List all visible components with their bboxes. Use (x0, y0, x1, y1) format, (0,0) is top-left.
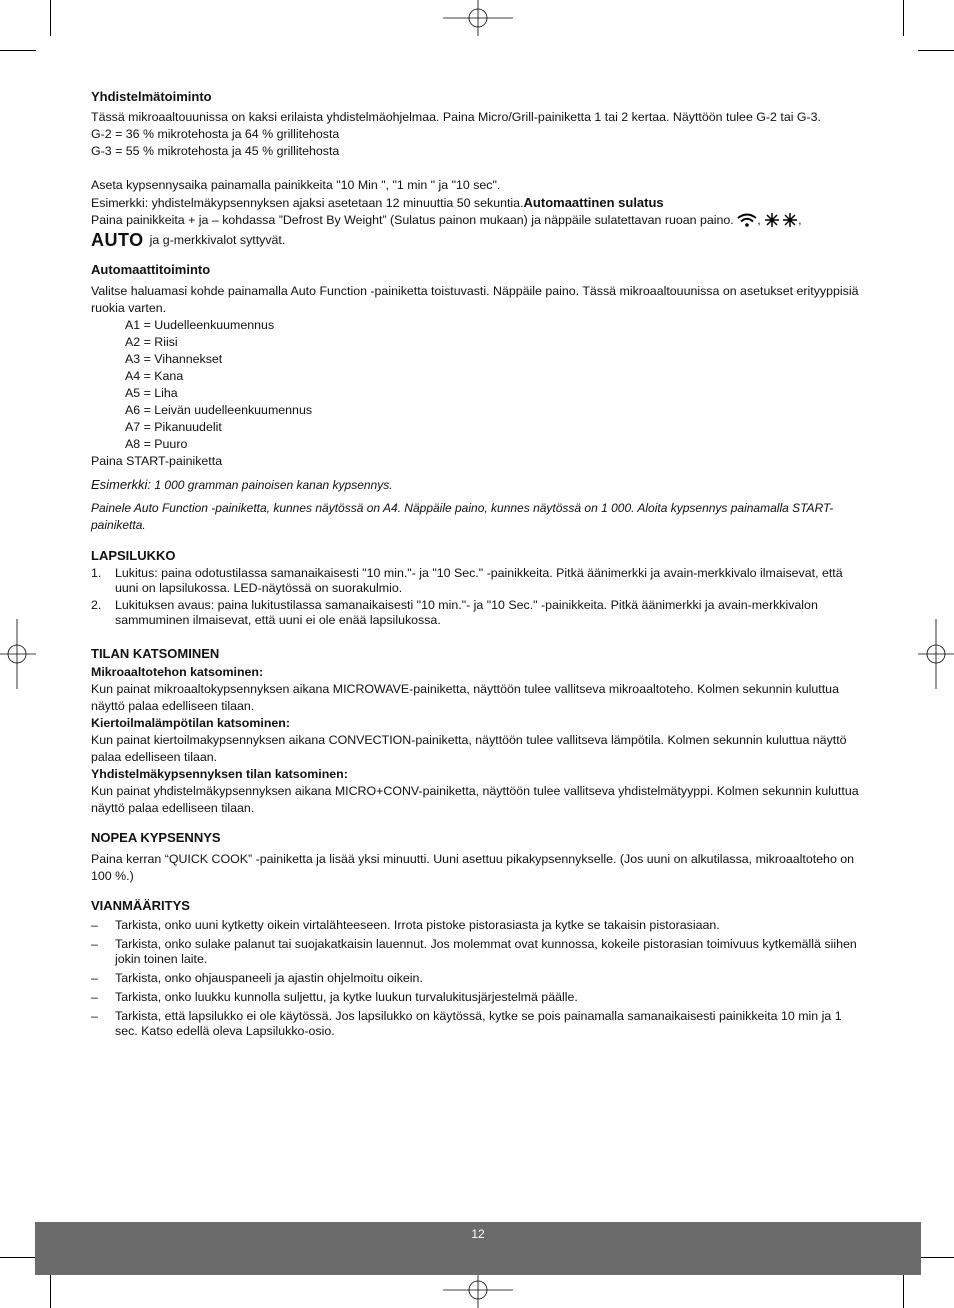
auto-section (91, 261, 866, 534)
auto-program-list (91, 317, 866, 453)
crop-mark (0, 1257, 36, 1258)
trouble-heading: VIANMÄÄRITYS (91, 898, 190, 913)
wave-icon (737, 213, 757, 232)
list-item: A2 = Riisi (125, 335, 178, 349)
list-item: A5 = Liha (125, 386, 178, 400)
list-item: A7 = Pikanuudelit (125, 420, 222, 434)
list-item: – Tarkista, onko uuni kytketty oikein virtalähteeseen. Irrota pistoke pistorasiasta ja kytke se takaisin pistorasiaan. (91, 918, 720, 932)
defrost-text-2: AUTO ja g-merkkivalot syttyvät. (91, 230, 286, 250)
combo-example: Esimerkki: yhdistelmäkypsennyksen ajaksi asetetaan 12 minuuttia 50 sekuntia.Automaattinen sulatus (91, 195, 664, 210)
page-content (91, 88, 866, 1039)
page-number: 12 (471, 1227, 485, 1241)
defrost-text: Paina painikkeita + ja – kohdassa ”Defrost By Weight” (Sulatus painon mukaan) ja näppäile sulatettavan ruoan paino. , , (91, 212, 866, 232)
registration-mark-top (443, 0, 513, 36)
auto-start: Paina START-painiketta (91, 454, 223, 468)
defrost-heading: Automaattinen sulatus (523, 195, 664, 210)
combo-heading: Yhdistelmätoiminto (91, 89, 212, 104)
crop-mark (918, 1257, 954, 1258)
registration-mark-bottom (443, 1273, 513, 1308)
quick-heading: NOPEA KYPSENNYS (91, 830, 221, 845)
trouble-list (91, 918, 866, 1039)
combo-section (91, 88, 866, 249)
status-text: Kun painat kiertoilmakypsennyksen aikana CONVECTION-painiketta, näyttöön tulee vallitseva lämpötila. Kolmen sekunnin kuluttua näyttö palaa edelliseen tilaan. (91, 733, 847, 764)
combo-line: G-2 = 36 % mikrotehosta ja 64 % grillitehosta (91, 127, 340, 141)
lock-heading: LAPSILUKKO (91, 548, 176, 563)
auto-heading: Automaattitoiminto (91, 262, 211, 277)
crop-mark (50, 1272, 51, 1308)
list-item: – Tarkista, onko luukku kunnolla suljettu, ja kytke luukun turvalukitusjärjestelmä päälle. (91, 990, 578, 1004)
trouble-section (91, 897, 866, 1039)
crop-mark (918, 50, 954, 51)
quick-section (91, 829, 866, 885)
list-item: – Tarkista, onko sulake palanut tai suojakatkaisin lauennut. Jos molemmat ovat kunnossa, kokeile pistorasian toimivuus kytkemällä siihen jokin toinen laite. (91, 937, 857, 966)
auto-example-steps: Painele Auto Function -painiketta, kunnes näytössä on A4. Näppäile paino, kunnes näytössä on 1 000. Aloita kypsennys painamalla START-painiketta. (91, 501, 834, 532)
auto-intro: Valitse haluamasi kohde painamalla Auto Function -painiketta toistuvasti. Näppäile paino. Tässä mikroaaltouunissa on asetukset erityyppisiä ruokia varten. (91, 284, 859, 315)
combo-line: Tässä mikroaaltouunissa on kaksi erilaista yhdistelmäohjelmaa. Paina Micro/Grill-painiketta 1 tai 2 kertaa. Näyttöön tulee G-2 tai G-3. (91, 110, 822, 124)
crop-mark (0, 50, 36, 51)
list-item: – Tarkista, onko ohjauspaneeli ja ajastin ohjelmoitu oikein. (91, 971, 423, 985)
status-text: Kun painat yhdistelmäkypsennyksen aikana MICRO+CONV-painiketta, näyttöön tulee vallitseva yhdistelmätyyppi. Kolmen sekunnin kuluttua näyttö palaa edelliseen tilaan. (91, 784, 859, 815)
lock-list (91, 566, 866, 628)
status-section (91, 645, 866, 817)
crop-mark (903, 1272, 904, 1308)
snowflake-icon (764, 213, 798, 232)
list-item: A3 = Vihannekset (125, 352, 223, 366)
list-item: A4 = Kana (125, 369, 184, 383)
page-footer (35, 1222, 921, 1275)
list-item: – Tarkista, että lapsilukko ei ole käytössä. Jos lapsilukko on käytössä, kytke se pois painamalla samanaikaisesti painikkeita 10 min ja 1 sec. Katso edellä oleva Lapsilukko-osio. (91, 1009, 842, 1038)
auto-logo: AUTO (91, 230, 144, 250)
status-subheading: Yhdistelmäkypsennyksen tilan katsominen: (91, 767, 348, 781)
list-item: A6 = Leivän uudelleenkuumennus (125, 403, 313, 417)
registration-mark-right (918, 619, 954, 689)
combo-line: G-3 = 55 % mikrotehosta ja 45 % grillitehosta (91, 144, 340, 158)
list-item: A8 = Puuro (125, 437, 188, 451)
status-subheading: Kiertoilmalämpötilan katsominen: (91, 716, 290, 730)
combo-set-time: Aseta kypsennysaika painamalla painikkeita "10 Min ", "1 min " ja "10 sec". (91, 178, 501, 192)
crop-mark (50, 0, 51, 36)
status-subheading: Mikroaaltotehon katsominen: (91, 665, 264, 679)
status-heading: TILAN KATSOMINEN (91, 646, 220, 661)
status-text: Kun painat mikroaaltokypsennyksen aikana MICROWAVE-painiketta, näyttöön tulee vallitseva mikroaaltoteho. Kolmen sekunnin kuluttua näyttö palaa edelliseen tilaan. (91, 682, 839, 713)
list-item: 2. Lukituksen avaus: paina lukitustilassa samanaikaisesti "10 min."- ja "10 Sec." -painikkeita. Pitkä äänimerkki ja avain-merkkivalon sammuminen ilmaisevat, että uuni ei ole enää lapsilukossa. (91, 598, 818, 627)
list-item: 1. Lukitus: paina odotustilassa samanaikaisesti "10 min."- ja "10 Sec." -painikkeita. Pitkä äänimerkki ja avain-merkkivalo ilmaisevat, että uuni on lapsilukossa. LED-näytössä on suorakulmio. (91, 566, 843, 595)
combo-body (91, 109, 866, 249)
list-item: A1 = Uudelleenkuumennus (125, 318, 275, 332)
quick-text: Paina kerran “QUICK COOK” -painiketta ja lisää yksi minuutti. Uuni asettuu pikakypsennykselle. (Jos uuni on alkutilassa, mikroaaltoteho on 100 %.) (91, 852, 855, 883)
crop-mark (903, 0, 904, 36)
lock-section (91, 547, 866, 628)
registration-mark-left (0, 619, 36, 689)
auto-example: Esimerkki: 1 000 gramman painoisen kanan kypsennys. (91, 477, 393, 492)
